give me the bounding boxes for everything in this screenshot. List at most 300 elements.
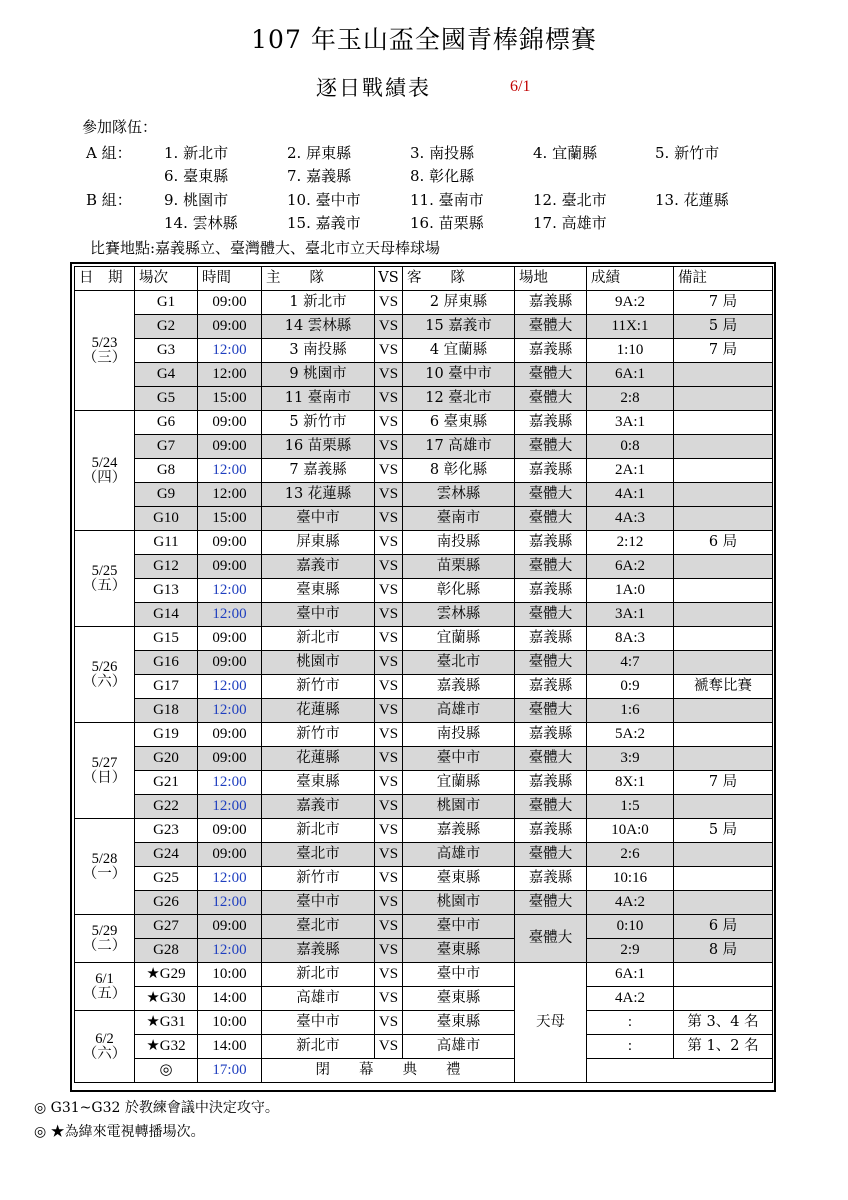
away-team: 嘉義縣: [403, 819, 515, 843]
away-team: 10 臺中市: [403, 363, 515, 387]
game-time: 09:00: [198, 819, 262, 843]
column-header: 時間: [198, 267, 262, 291]
home-team: 臺北市: [262, 915, 375, 939]
score-cell: :: [587, 1035, 674, 1059]
game-id: ★G31: [135, 1011, 198, 1035]
date-text: 6/1: [95, 970, 114, 987]
game-id: G21: [135, 771, 198, 795]
note-cell: [674, 867, 773, 891]
note-cell: [674, 987, 773, 1011]
venue-cell: 嘉義縣: [515, 339, 587, 363]
note-cell: [674, 627, 773, 651]
home-team: 花蓮縣: [262, 747, 375, 771]
away-team: 南投縣: [403, 723, 515, 747]
weekday-text: （二）: [82, 937, 127, 954]
game-id: ★G30: [135, 987, 198, 1011]
team-entry: 14. 雲林縣: [164, 214, 238, 232]
home-team: 新北市: [262, 819, 375, 843]
team-entry: 6. 臺東縣: [164, 167, 229, 185]
date-text: 5/29: [91, 922, 118, 939]
vs-label: VS: [375, 363, 403, 387]
game-time: 12:00: [198, 579, 262, 603]
table-row: [75, 291, 773, 315]
team-entry: 8. 彰化縣: [410, 167, 475, 185]
table-row: [75, 339, 773, 363]
vs-label: VS: [375, 531, 403, 555]
venue-cell: 臺體大: [515, 603, 587, 627]
away-team: 6 臺東縣: [403, 411, 515, 435]
vs-label: VS: [375, 291, 403, 315]
venue-cell: 臺體大: [515, 435, 587, 459]
game-id: G19: [135, 723, 198, 747]
game-id: G3: [135, 339, 198, 363]
score-cell: 0:8: [587, 435, 674, 459]
game-id: G28: [135, 939, 198, 963]
score-cell: 8A:3: [587, 627, 674, 651]
home-team: 臺東縣: [262, 579, 375, 603]
game-id: G10: [135, 507, 198, 531]
score-cell: 3A:1: [587, 411, 674, 435]
home-team: 16 苗栗縣: [262, 435, 375, 459]
away-team: 臺南市: [403, 507, 515, 531]
game-time: 09:00: [198, 531, 262, 555]
home-team: 臺中市: [262, 507, 375, 531]
home-team: 臺中市: [262, 1011, 375, 1035]
weekday-text: （五）: [82, 985, 127, 1002]
venue-cell: 臺體大: [515, 483, 587, 507]
table-row: [75, 915, 773, 939]
away-team: 彰化縣: [403, 579, 515, 603]
team-entry: 3. 南投縣: [410, 144, 475, 162]
venue-cell: 嘉義縣: [515, 723, 587, 747]
game-time: 12:00: [198, 795, 262, 819]
game-id: G7: [135, 435, 198, 459]
away-team: 臺東縣: [403, 867, 515, 891]
venue-cell: 嘉義縣: [515, 411, 587, 435]
venue-cell: 天母: [515, 963, 587, 1083]
game-time: 09:00: [198, 915, 262, 939]
away-team: 苗栗縣: [403, 555, 515, 579]
away-team: 15 嘉義市: [403, 315, 515, 339]
date-text: 5/26: [91, 658, 118, 675]
table-row: [75, 315, 773, 339]
venue-cell: 嘉義縣: [515, 819, 587, 843]
away-team: 桃園市: [403, 891, 515, 915]
team-entry: 4. 宜蘭縣: [533, 144, 598, 162]
away-team: 臺東縣: [403, 939, 515, 963]
column-header: 成績: [587, 267, 674, 291]
team-entry: 5. 新竹市: [655, 144, 720, 162]
game-id: G18: [135, 699, 198, 723]
score-cell: :: [587, 1011, 674, 1035]
score-cell: 2A:1: [587, 459, 674, 483]
table-row: [75, 435, 773, 459]
game-time: 12:00: [198, 675, 262, 699]
note-cell: 6 局: [674, 915, 773, 939]
away-team: 4 宜蘭縣: [403, 339, 515, 363]
game-time: 09:00: [198, 627, 262, 651]
home-team: 高雄市: [262, 987, 375, 1011]
note-cell: 第 1、2 名: [674, 1035, 773, 1059]
note-cell: [674, 507, 773, 531]
home-team: 7 嘉義縣: [262, 459, 375, 483]
date-cell: [75, 1011, 135, 1083]
note-cell: [674, 843, 773, 867]
column-header: 主 隊: [262, 267, 375, 291]
subtitle-date: 6/1: [510, 78, 531, 95]
game-id: G15: [135, 627, 198, 651]
home-team: 臺北市: [262, 843, 375, 867]
table-row: [75, 987, 773, 1011]
weekday-text: （三）: [82, 349, 127, 366]
away-team: 12 臺北市: [403, 387, 515, 411]
table-row: [75, 1011, 773, 1035]
game-id: G24: [135, 843, 198, 867]
score-cell: 6A:1: [587, 363, 674, 387]
vs-label: VS: [375, 723, 403, 747]
home-team: 1 新北市: [262, 291, 375, 315]
away-team: 高雄市: [403, 843, 515, 867]
vs-label: VS: [375, 627, 403, 651]
game-id: G22: [135, 795, 198, 819]
away-team: 南投縣: [403, 531, 515, 555]
score-cell: 8X:1: [587, 771, 674, 795]
game-id: G27: [135, 915, 198, 939]
weekday-text: （六）: [82, 673, 127, 690]
vs-label: VS: [375, 675, 403, 699]
home-team: 新北市: [262, 627, 375, 651]
vs-label: VS: [375, 435, 403, 459]
date-cell: [75, 411, 135, 531]
vs-label: VS: [375, 843, 403, 867]
vs-label: VS: [375, 555, 403, 579]
venue-cell: 臺體大: [515, 891, 587, 915]
team-entry: 7. 嘉義縣: [287, 167, 352, 185]
date-text: 6/2: [95, 1030, 114, 1047]
date-cell: [75, 531, 135, 627]
venue-cell: 嘉義縣: [515, 531, 587, 555]
home-team: 嘉義市: [262, 795, 375, 819]
team-entry: 1. 新北市: [164, 144, 229, 162]
table-row: [75, 723, 773, 747]
date-cell: [75, 915, 135, 963]
venue-cell: 臺體大: [515, 699, 587, 723]
table-row: [75, 795, 773, 819]
vs-label: VS: [375, 483, 403, 507]
column-header: VS: [375, 267, 403, 291]
game-time: 12:00: [198, 339, 262, 363]
table-row: [75, 555, 773, 579]
weekday-text: （六）: [82, 1045, 127, 1062]
note-cell: [674, 411, 773, 435]
game-id: G12: [135, 555, 198, 579]
away-team: 臺中市: [403, 915, 515, 939]
home-team: 嘉義市: [262, 555, 375, 579]
score-cell: 4A:2: [587, 891, 674, 915]
score-cell: 3A:1: [587, 603, 674, 627]
game-id: G20: [135, 747, 198, 771]
note-2: ◎ ★為緯來電視轉播場次。: [34, 1124, 205, 1140]
venue-cell: 臺體大: [515, 747, 587, 771]
note-cell: [674, 579, 773, 603]
date-text: 5/25: [91, 562, 118, 579]
note-cell: [674, 723, 773, 747]
score-cell: 5A:2: [587, 723, 674, 747]
venue-cell: 臺體大: [515, 651, 587, 675]
date-cell: [75, 819, 135, 915]
table-row: [75, 651, 773, 675]
column-header: 備註: [674, 267, 773, 291]
game-id: G25: [135, 867, 198, 891]
game-id: G23: [135, 819, 198, 843]
game-id: ★G29: [135, 963, 198, 987]
note-cell: 8 局: [674, 939, 773, 963]
home-team: 臺中市: [262, 603, 375, 627]
home-team: 臺東縣: [262, 771, 375, 795]
team-entry: 16. 苗栗縣: [410, 214, 484, 232]
game-id: G17: [135, 675, 198, 699]
venue-cell: 臺體大: [515, 915, 587, 963]
score-cell: 1:5: [587, 795, 674, 819]
note-cell: [674, 363, 773, 387]
game-id: G14: [135, 603, 198, 627]
venue-cell: 嘉義縣: [515, 627, 587, 651]
game-time: 15:00: [198, 387, 262, 411]
table-row: [75, 579, 773, 603]
table-row: [75, 891, 773, 915]
away-team: 臺東縣: [403, 1011, 515, 1035]
game-time: 12:00: [198, 699, 262, 723]
vs-label: VS: [375, 771, 403, 795]
game-time: 09:00: [198, 555, 262, 579]
table-row: [75, 459, 773, 483]
game-id: G9: [135, 483, 198, 507]
vs-label: VS: [375, 747, 403, 771]
note-cell: 7 局: [674, 291, 773, 315]
column-header: 日 期: [75, 267, 135, 291]
vs-label: VS: [375, 339, 403, 363]
game-time: 09:00: [198, 291, 262, 315]
table-header-row: [75, 267, 773, 291]
away-team: 嘉義縣: [403, 675, 515, 699]
note-cell: [674, 963, 773, 987]
away-team: 8 彰化縣: [403, 459, 515, 483]
away-team: 雲林縣: [403, 483, 515, 507]
date-text: 5/28: [91, 850, 118, 867]
home-team: 13 花蓮縣: [262, 483, 375, 507]
venue-cell: 嘉義縣: [515, 291, 587, 315]
away-team: 臺中市: [403, 963, 515, 987]
game-time: 14:00: [198, 987, 262, 1011]
vs-label: VS: [375, 387, 403, 411]
note-1: ◎ G31~G32 於教練會議中決定攻守。: [34, 1100, 279, 1116]
table-row: [75, 411, 773, 435]
game-time: 12:00: [198, 867, 262, 891]
vs-label: VS: [375, 1011, 403, 1035]
home-team: 臺中市: [262, 891, 375, 915]
score-cell: 9A:2: [587, 291, 674, 315]
score-cell: 2:12: [587, 531, 674, 555]
home-team: 14 雲林縣: [262, 315, 375, 339]
note-cell: 7 局: [674, 771, 773, 795]
note-cell: 5 局: [674, 819, 773, 843]
home-team: 桃園市: [262, 651, 375, 675]
table-row: [75, 747, 773, 771]
home-team: 嘉義縣: [262, 939, 375, 963]
table-row: [75, 699, 773, 723]
score-cell: 0:9: [587, 675, 674, 699]
team-entry: 13. 花蓮縣: [655, 191, 729, 209]
date-text: 5/27: [91, 754, 118, 771]
game-time: 15:00: [198, 507, 262, 531]
page-subtitle: 逐日戰績表: [316, 76, 431, 100]
date-cell: [75, 291, 135, 411]
group-label: A 組：: [86, 144, 132, 162]
game-time: 09:00: [198, 723, 262, 747]
score-cell: 1:6: [587, 699, 674, 723]
away-team: 桃園市: [403, 795, 515, 819]
table-row: [75, 867, 773, 891]
venue-cell: 嘉義縣: [515, 867, 587, 891]
score-cell: 4A:2: [587, 987, 674, 1011]
column-header: 場次: [135, 267, 198, 291]
game-id: G6: [135, 411, 198, 435]
home-team: 新竹市: [262, 723, 375, 747]
venue-cell: 嘉義縣: [515, 675, 587, 699]
venue-cell: 嘉義縣: [515, 579, 587, 603]
venue-cell: 嘉義縣: [515, 771, 587, 795]
team-entry: 12. 臺北市: [533, 191, 607, 209]
score-cell: 4:7: [587, 651, 674, 675]
venue-line: 比賽地點:嘉義縣立、臺灣體大、臺北市立天母棒球場: [90, 239, 441, 257]
venue-cell: 臺體大: [515, 507, 587, 531]
table-row: [75, 771, 773, 795]
weekday-text: （四）: [82, 469, 127, 486]
date-cell: [75, 627, 135, 723]
table-row: [75, 627, 773, 651]
vs-label: VS: [375, 1035, 403, 1059]
weekday-text: （五）: [82, 577, 127, 594]
game-id: G5: [135, 387, 198, 411]
table-row: [75, 387, 773, 411]
home-team: 花蓮縣: [262, 699, 375, 723]
away-team: 宜蘭縣: [403, 771, 515, 795]
vs-label: VS: [375, 891, 403, 915]
vs-label: VS: [375, 963, 403, 987]
date-text: 5/24: [91, 454, 118, 471]
venue-cell: 臺體大: [515, 795, 587, 819]
away-team: 雲林縣: [403, 603, 515, 627]
vs-label: VS: [375, 819, 403, 843]
away-team: 高雄市: [403, 699, 515, 723]
home-team: 新北市: [262, 963, 375, 987]
score-cell: 10A:0: [587, 819, 674, 843]
table-row: [75, 843, 773, 867]
game-time: 09:00: [198, 411, 262, 435]
note-cell: [674, 435, 773, 459]
home-team: 新竹市: [262, 675, 375, 699]
note-cell: [674, 483, 773, 507]
vs-label: VS: [375, 507, 403, 531]
date-text: 5/23: [91, 334, 118, 351]
vs-label: VS: [375, 315, 403, 339]
score-cell: 11X:1: [587, 315, 674, 339]
home-team: 9 桃園市: [262, 363, 375, 387]
empty-cell: [587, 1059, 773, 1083]
table-row: [75, 603, 773, 627]
game-id: G16: [135, 651, 198, 675]
table-row: [75, 507, 773, 531]
game-time: 12:00: [198, 891, 262, 915]
game-time: 12:00: [198, 363, 262, 387]
game-time: 09:00: [198, 435, 262, 459]
closing-time: 17:00: [198, 1059, 262, 1083]
vs-label: VS: [375, 459, 403, 483]
game-time: 14:00: [198, 1035, 262, 1059]
teams-label: 參加隊伍：: [82, 118, 158, 136]
table-row: [75, 363, 773, 387]
group-label: B 組：: [86, 191, 132, 209]
note-cell: 第 3、4 名: [674, 1011, 773, 1035]
weekday-text: （一）: [82, 865, 127, 882]
table-row: [75, 675, 773, 699]
note-cell: 6 局: [674, 531, 773, 555]
score-cell: 2:6: [587, 843, 674, 867]
team-entry: 2. 屏東縣: [287, 144, 352, 162]
score-cell: 1A:0: [587, 579, 674, 603]
away-team: 17 高雄市: [403, 435, 515, 459]
score-cell: 2:9: [587, 939, 674, 963]
home-team: 新竹市: [262, 867, 375, 891]
venue-cell: 臺體大: [515, 843, 587, 867]
note-cell: [674, 603, 773, 627]
table-row: [75, 819, 773, 843]
game-id: G2: [135, 315, 198, 339]
venue-cell: 臺體大: [515, 555, 587, 579]
schedule-table: [74, 266, 773, 1083]
home-team: 3 南投縣: [262, 339, 375, 363]
date-cell: [75, 963, 135, 1011]
note-cell: [674, 795, 773, 819]
team-entry: 11. 臺南市: [410, 191, 484, 209]
game-time: 12:00: [198, 483, 262, 507]
game-time: 09:00: [198, 843, 262, 867]
score-cell: 4A:1: [587, 483, 674, 507]
game-id: G4: [135, 363, 198, 387]
table-row: [75, 483, 773, 507]
game-id: ★G32: [135, 1035, 198, 1059]
game-id: G11: [135, 531, 198, 555]
score-cell: 6A:2: [587, 555, 674, 579]
note-cell: 褫奪比賽: [674, 675, 773, 699]
note-cell: [674, 387, 773, 411]
venue-cell: 臺體大: [515, 387, 587, 411]
game-time: 12:00: [198, 771, 262, 795]
away-team: 臺東縣: [403, 987, 515, 1011]
vs-label: VS: [375, 651, 403, 675]
game-time: 12:00: [198, 603, 262, 627]
vs-label: VS: [375, 939, 403, 963]
note-cell: [674, 651, 773, 675]
game-id: G1: [135, 291, 198, 315]
game-time: 09:00: [198, 315, 262, 339]
game-time: 09:00: [198, 651, 262, 675]
vs-label: VS: [375, 603, 403, 627]
venue-cell: 臺體大: [515, 363, 587, 387]
vs-label: VS: [375, 795, 403, 819]
table-row: [75, 1035, 773, 1059]
team-entry: 15. 嘉義市: [287, 214, 361, 232]
